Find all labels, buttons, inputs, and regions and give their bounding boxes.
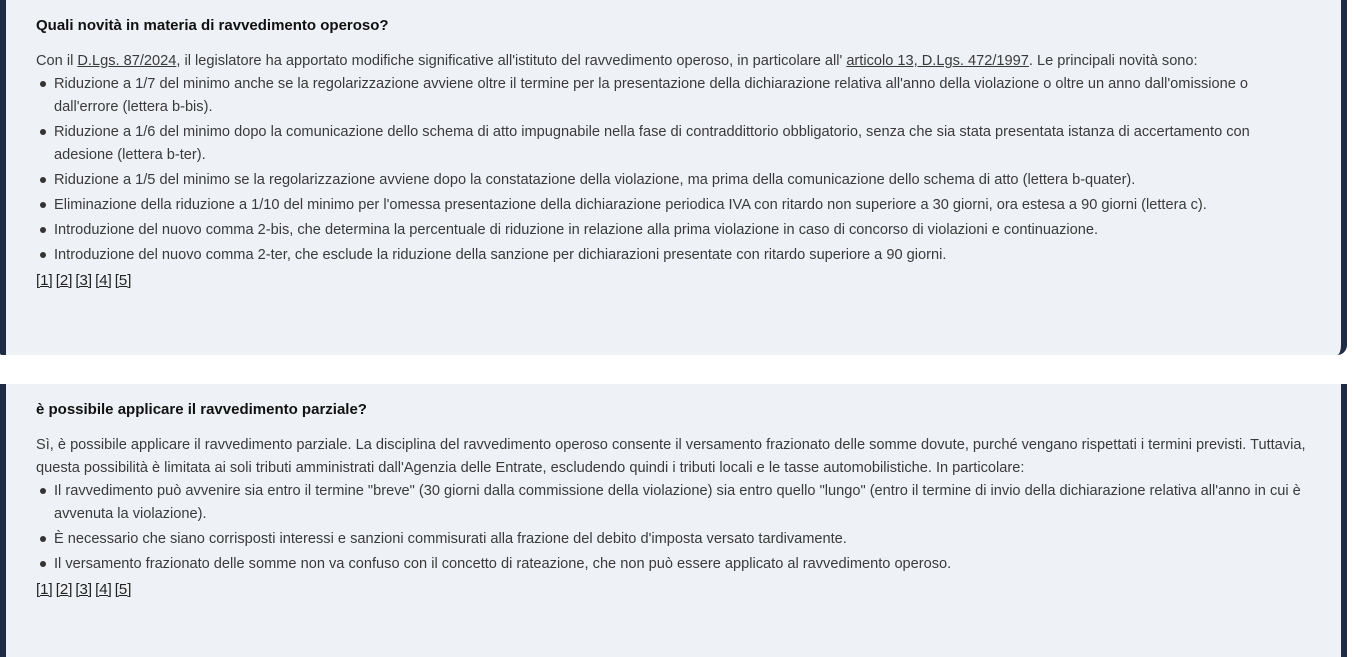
reference-link-4[interactable]: [4] — [95, 272, 112, 289]
answer-intro — [36, 50, 1311, 73]
reference-link-2[interactable]: [2] — [55, 581, 73, 598]
intro-text: . Le principali novità sono: — [1028, 53, 1198, 69]
reference-link-5[interactable]: [5] — [114, 581, 132, 598]
list-item: Riduzione a 1/5 del minimo se la regolarizzazione avviene dopo la constatazione della violazione, ma prima della comunicazione dello schema di atto (lettera b-quater). — [36, 169, 1311, 192]
link-dlgs-87-2024[interactable]: D.Lgs. 87/2024 — [77, 53, 177, 69]
list-item: Riduzione a 1/7 del minimo anche se la regolarizzazione avviene oltre il termine per la presentazione della dichiarazione relativa all'anno della violazione o oltre un anno dall'omissione o dall'errore (lettera b-bis). — [36, 73, 1311, 119]
intro-text: , il legislatore ha apportato modifiche significative all'istituto del ravvedimento operoso, in particolare all' — [176, 53, 847, 69]
reference-link-2[interactable]: [2] — [55, 272, 73, 289]
list-item: Eliminazione della riduzione a 1/10 del minimo per l'omessa presentazione della dichiarazione periodica IVA con ritardo non superiore a 30 giorni, ora estesa a 90 giorni (lettera c). — [36, 194, 1311, 217]
list-item: Introduzione del nuovo comma 2-ter, che esclude la riduzione della sanzione per dichiarazioni presentate con ritardo superiore a 90 giorni. — [36, 244, 1311, 267]
intro-text: Con il — [36, 53, 78, 69]
answer-intro: Sì, è possibile applicare il ravvedimento parziale. La disciplina del ravvedimento operoso consente il versamento frazionato delle somme dovute, purché vengano rispettati i termini previsti. Tuttavia, questa possibilità è limitata ai soli tributi amministrati dall'Agenzia delle Entrate, escludendo quindi i tributi locali e le tasse automobilistiche. In particolare: — [36, 437, 1306, 476]
reference-links — [36, 578, 1311, 602]
reference-link-1[interactable]: [1] — [36, 581, 53, 598]
reference-link-3[interactable]: [3] — [75, 272, 93, 289]
list-item: Riduzione a 1/6 del minimo dopo la comunicazione dello schema di atto impugnabile nella fase di contraddittorio obbligatorio, senza che sia stata presentata istanza di accertamento con adesione (lettera b-ter). — [36, 121, 1311, 167]
list-item: Introduzione del nuovo comma 2-bis, che determina la percentuale di riduzione in relazione alla prima violazione in caso di concorso di violazioni e continuazione. — [36, 219, 1311, 242]
question-title: è possibile applicare il ravvedimento parziale? — [36, 401, 367, 418]
reference-link-3[interactable]: [3] — [75, 581, 93, 598]
list-item: Il ravvedimento può avvenire sia entro il termine "breve" (30 giorni dalla commissione della violazione) sia entro quello "lungo" (entro il termine di invio della dichiarazione relativa all'anno in cui è avvenuta la violazione). — [36, 480, 1311, 526]
list-item: È necessario che siano corrisposti interessi e sanzioni commisurati alla frazione del debito d'imposta versato tardivamente. — [36, 528, 1311, 551]
reference-link-5[interactable]: [5] — [114, 272, 132, 289]
question-title: Quali novità in materia di ravvedimento operoso? — [36, 17, 389, 34]
answer-list — [36, 73, 1311, 267]
list-item: Il versamento frazionato delle somme non va confuso con il concetto di rateazione, che non può essere applicato al ravvedimento operoso. — [36, 553, 1311, 576]
link-articolo-13[interactable]: articolo 13, D.Lgs. 472/1997 — [846, 53, 1029, 69]
answer-list — [36, 480, 1311, 576]
reference-link-4[interactable]: [4] — [95, 581, 112, 598]
faq-card-ravvedimento-parziale — [0, 384, 1347, 657]
reference-links — [36, 269, 1311, 293]
reference-link-1[interactable]: [1] — [36, 272, 53, 289]
